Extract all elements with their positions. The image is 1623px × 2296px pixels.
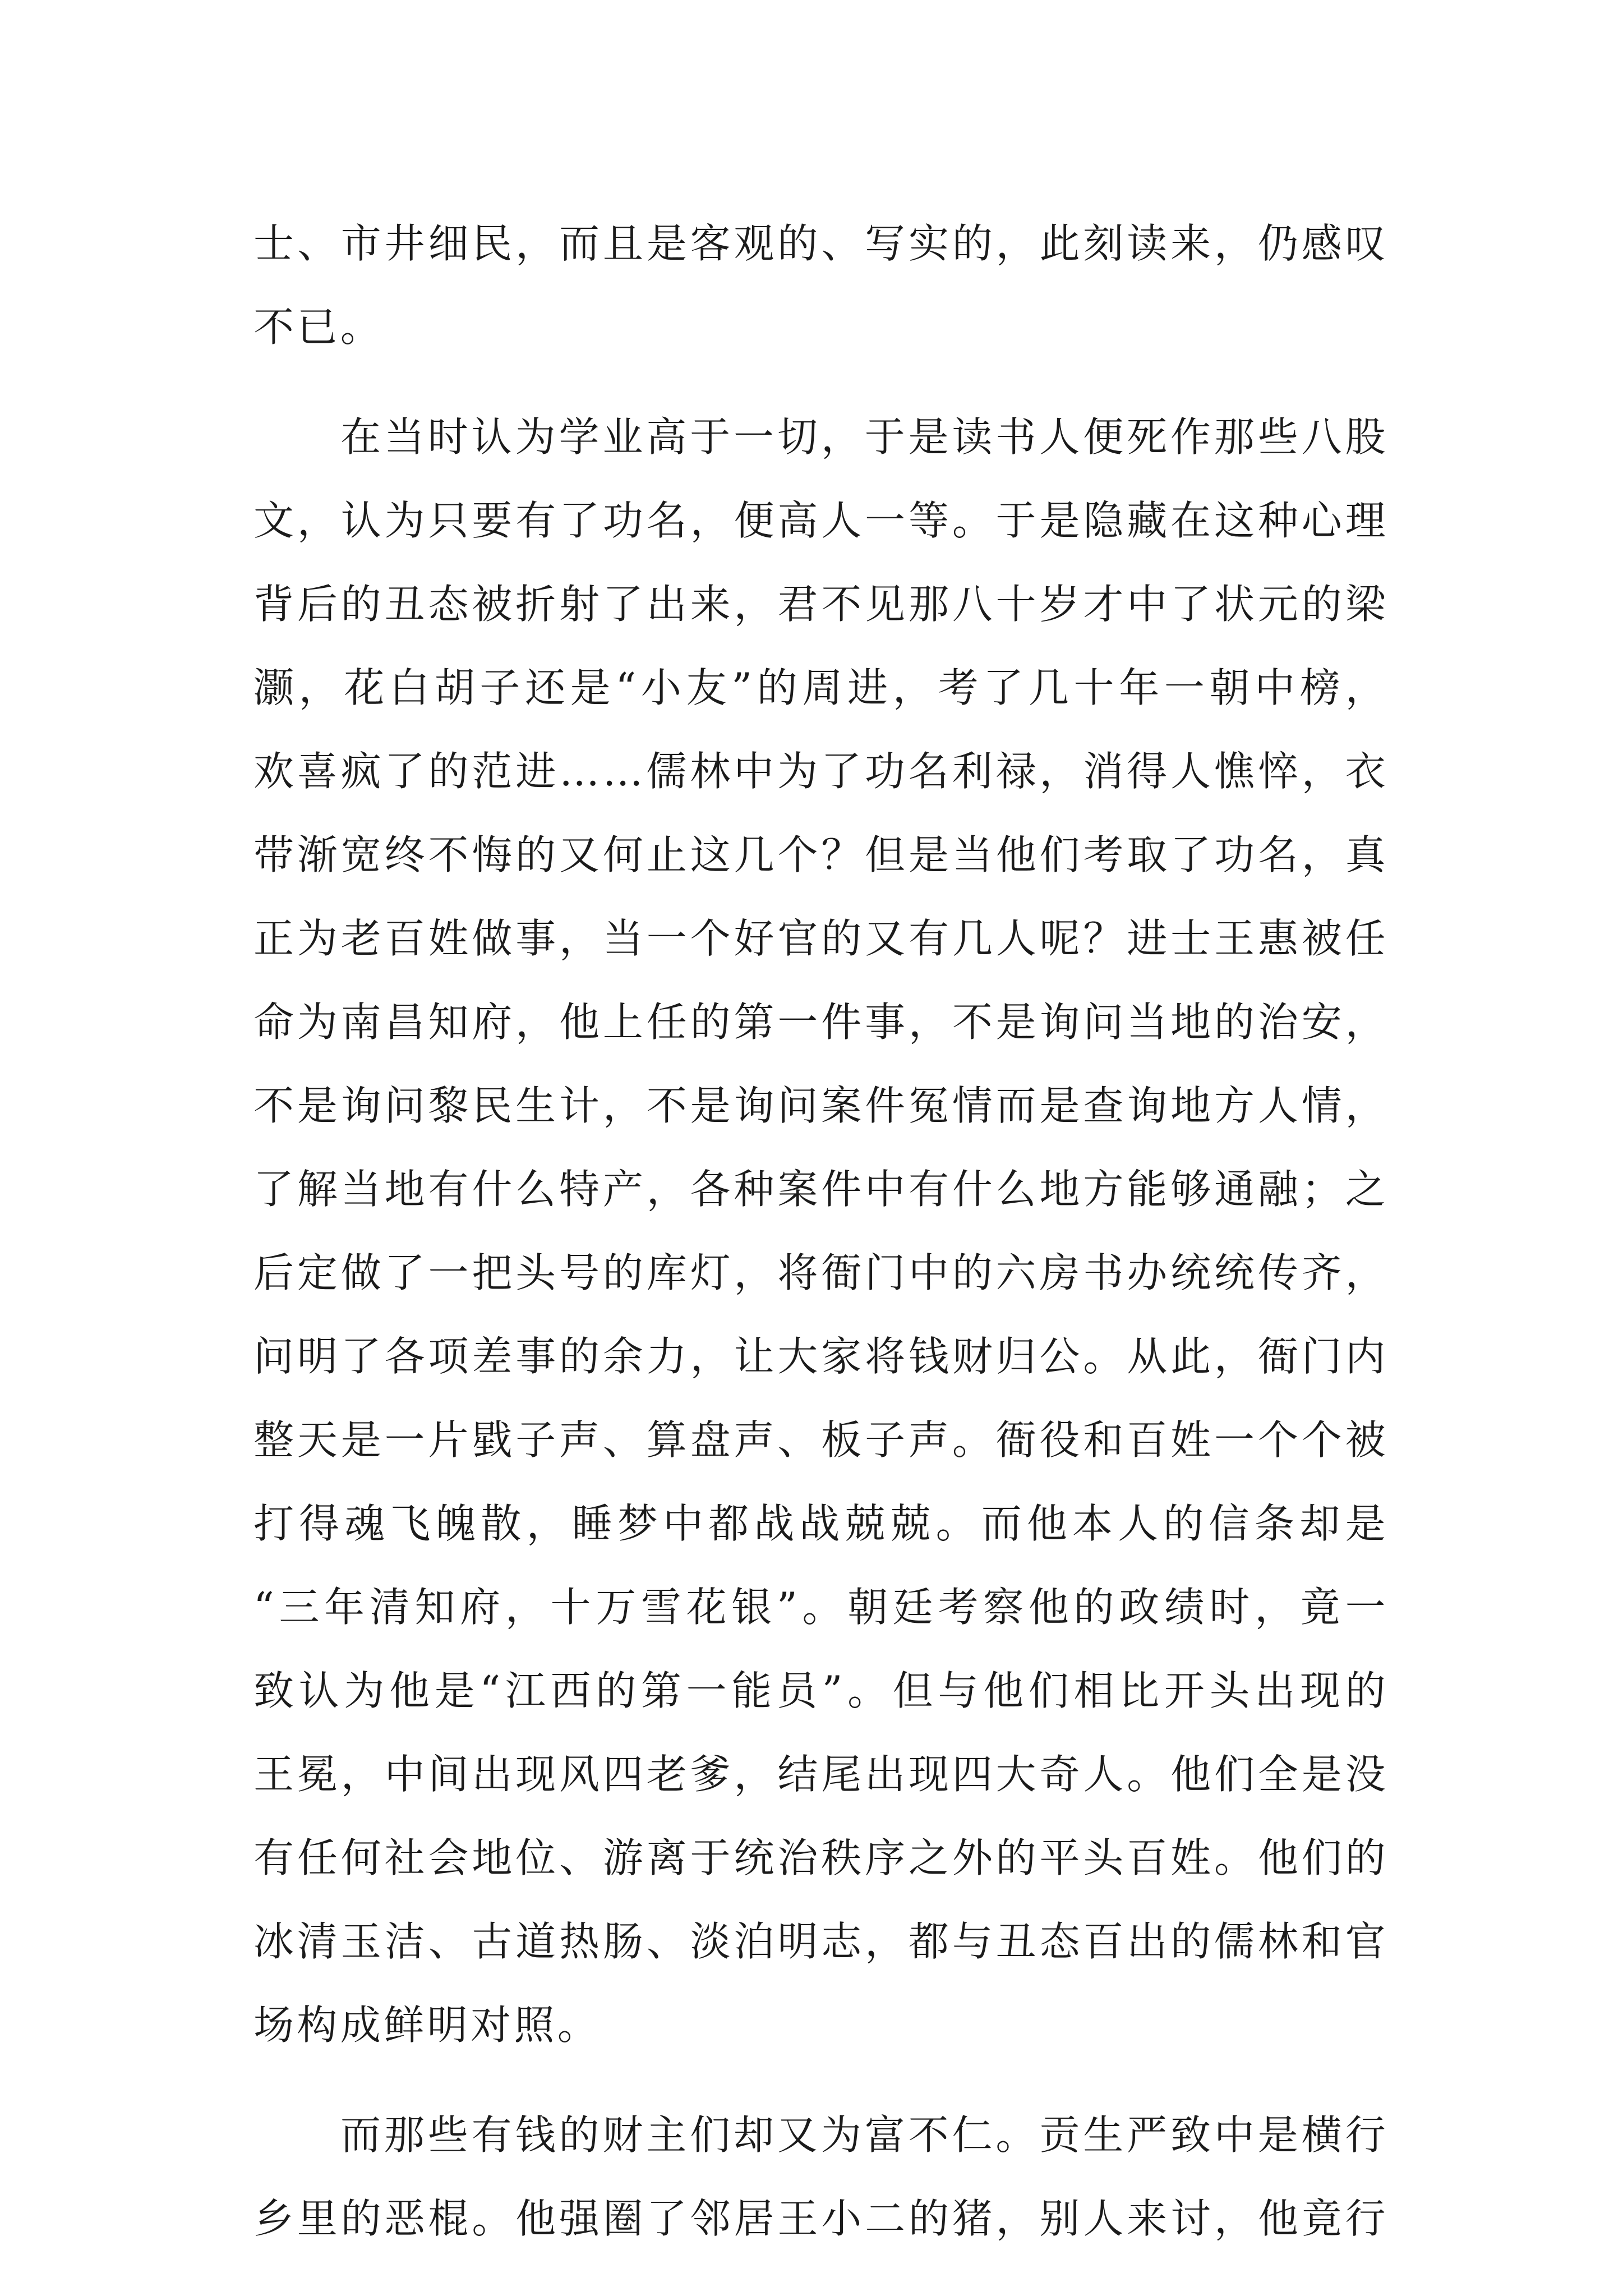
text-line: 背后的丑态被折射了出来，君不见那八十岁才中了状元的梁 (253, 581, 1389, 628)
text-line: 灏，花白胡子还是“小友”的周进，考了几十年一朝中榜， (253, 664, 1389, 711)
text-line: 冰清玉洁、古道热肠、淡泊明志，都与丑态百出的儒林和官 (253, 1918, 1389, 1965)
document-body (253, 202, 1389, 2261)
text-line: 而那些有钱的财主们却又为富不仁。贡生严致中是横行 (340, 2111, 1389, 2159)
paragraph (253, 202, 1389, 369)
text-line: 打得魂飞魄散，睡梦中都战战兢兢。而他本人的信条却是 (253, 1500, 1389, 1547)
text-line: 致认为他是“江西的第一能员”。但与他们相比开头出现的 (253, 1667, 1389, 1714)
paragraph (253, 395, 1389, 2067)
text-line: 士、市井细民，而且是客观的、写实的，此刻读来，仍感叹 (253, 220, 1389, 267)
text-line: 问明了各项差事的余力，让大家将钱财归公。从此，衙门内 (253, 1333, 1389, 1380)
text-line: “三年清知府，十万雪花银”。朝廷考察他的政绩时，竟一 (253, 1584, 1389, 1631)
text-line: 整天是一片戥子声、算盘声、板子声。衙役和百姓一个个被 (253, 1416, 1389, 1464)
text-line: 不是询问黎民生计，不是询问案件冤情而是查询地方人情， (253, 1082, 1389, 1129)
paragraph (253, 2093, 1389, 2261)
text-line: 在当时认为学业高于一切，于是读书人便死作那些八股 (340, 413, 1389, 461)
text-line: 场构成鲜明对照。 (253, 2001, 601, 2049)
text-line: 带渐宽终不悔的又何止这几个？但是当他们考取了功名，真 (253, 831, 1389, 878)
text-line: 不已。 (253, 303, 384, 351)
text-line: 欢喜疯了的范进……儒林中为了功名利禄，消得人憔悴，衣 (253, 748, 1389, 795)
text-line: 正为老百姓做事，当一个好官的又有几人呢？进士王惠被任 (253, 915, 1389, 962)
text-line: 了解当地有什么特产，各种案件中有什么地方能够通融；之 (253, 1166, 1389, 1213)
text-line: 后定做了一把头号的库灯，将衙门中的六房书办统统传齐， (253, 1249, 1389, 1296)
text-line: 有任何社会地位、游离于统治秩序之外的平头百姓。他们的 (253, 1834, 1389, 1881)
text-line: 王冕，中间出现风四老爹，结尾出现四大奇人。他们全是没 (253, 1751, 1389, 1798)
text-line: 命为南昌知府，他上任的第一件事，不是询问当地的治安， (253, 999, 1389, 1046)
text-line: 乡里的恶棍。他强圈了邻居王小二的猪，别人来讨，他竟行 (253, 2195, 1389, 2242)
text-line: 文，认为只要有了功名，便高人一等。于是隐藏在这种心理 (253, 497, 1389, 544)
